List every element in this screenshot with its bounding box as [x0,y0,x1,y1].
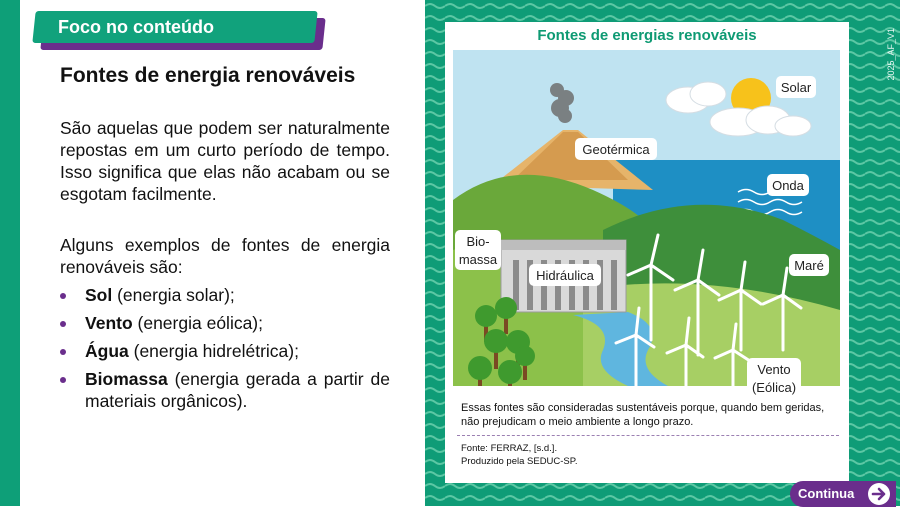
list-item [60,340,390,362]
svg-text:massa: massa [458,252,498,267]
list-item-text: (energia gerada a partir de materiais orgânicos). [85,369,390,411]
list-item [60,284,390,306]
list-item-term: Vento [85,313,133,333]
examples-intro: Alguns exemplos de fontes de energia renováveis são: [60,235,390,277]
figure-title: Fontes de energias renováveis [537,27,757,44]
list-item-term: Sol [85,285,113,305]
list-item [60,312,390,334]
svg-text:Bio-: Bio- [466,234,490,249]
continue-label: Continua [798,486,855,501]
source-line: Fonte: FERRAZ, [s.d.]. [461,443,558,454]
list-item-term: Água [85,341,129,361]
bullet-icon [60,293,66,299]
list-item-term: Biomassa [85,369,168,389]
label-biomassa [455,230,501,270]
continue-button[interactable] [790,481,896,507]
examples-list [60,284,390,418]
svg-text:Maré: Maré [794,258,824,273]
bullet-icon [60,321,66,327]
bullet-icon [60,349,66,355]
svg-text:Onda: Onda [772,178,804,193]
content-panel [0,0,425,506]
intro-paragraph: São aquelas que podem ser naturalmente repostas em um curto período de tempo. Isso significa que elas não acabam ou se esgotam facilmente. [60,118,390,204]
figure-caption: Essas fontes são consideradas sustentáveis porque, quando bem geridas, não prejudicam o meio ambiente a longo prazo. [461,402,825,428]
figure-source [461,443,578,468]
dashed-divider [457,435,839,436]
label-onda [767,174,809,196]
svg-text:Solar: Solar [780,80,812,95]
list-item [60,368,390,412]
list-item-text: (energia solar); [112,285,235,305]
label-solar [776,76,816,98]
document-code: 2025_AF_V1 [886,28,896,81]
section-tag-label: Foco no conteúdo [58,17,214,37]
label-mare [789,254,829,276]
svg-text:(Eólica): (Eólica) [751,380,797,395]
renewable-energy-illustration [453,50,840,395]
page-title: Fontes de energia renováveis [60,64,356,87]
list-item-text: (energia eólica); [132,313,264,333]
page-edge-stripe [0,0,20,506]
label-vento [747,358,801,398]
label-hidraulica [529,264,601,286]
figure-card [445,22,849,483]
label-geotermica [575,138,657,160]
bullet-icon [60,377,66,383]
producer-line: Produzido pela SEDUC-SP. [461,455,578,467]
list-item-text: (energia hidrelétrica); [128,341,299,361]
svg-text:Hidráulica: Hidráulica [536,268,594,283]
svg-text:Geotérmica: Geotérmica [582,142,650,157]
arrow-right-icon [868,483,890,505]
svg-text:Vento: Vento [757,362,791,377]
